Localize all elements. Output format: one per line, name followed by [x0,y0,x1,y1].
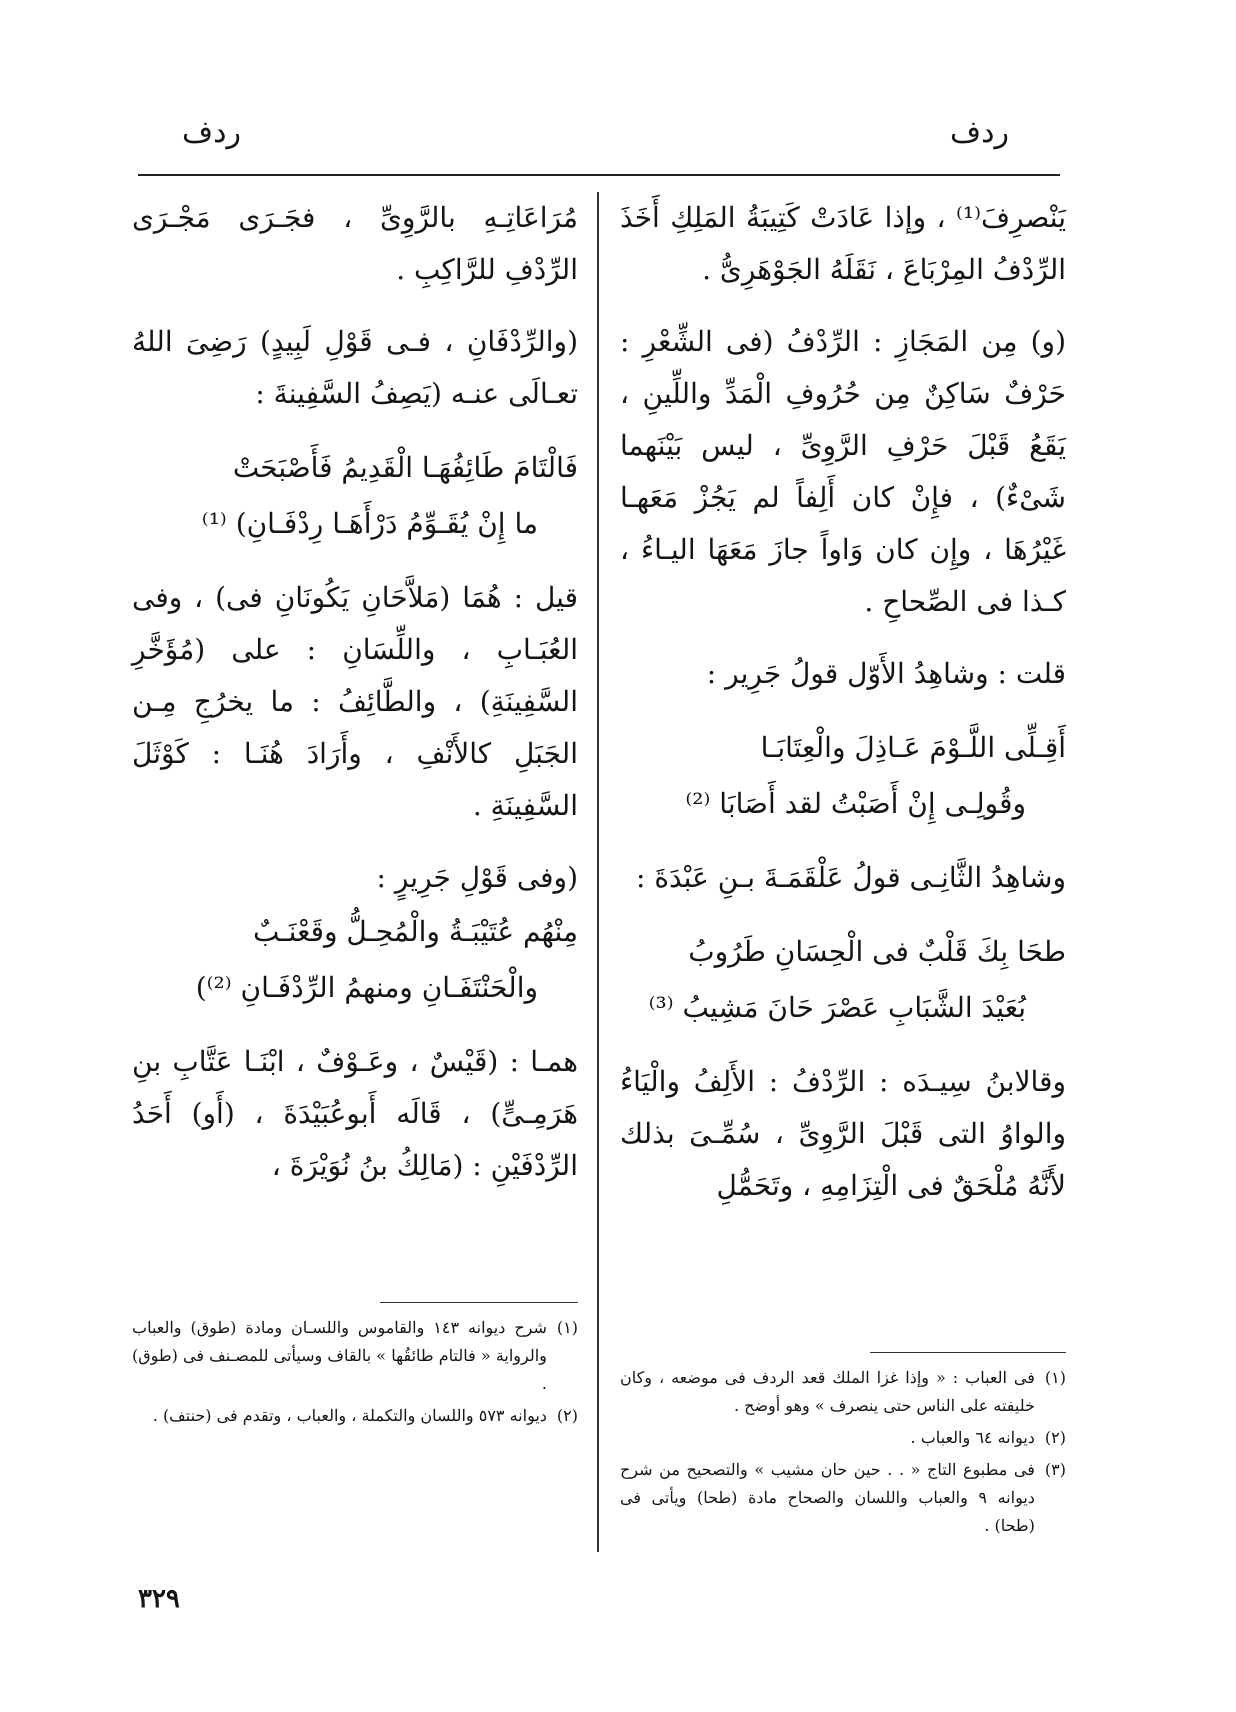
right-column [620,192,1066,1232]
left-paragraph-4: (وفى قَوْلِ جَرِيرٍ : [376,861,578,894]
left-paragraph-5: همـا : (قَيْسٌ ، وعَـوْفٌ ، ابْنَـا عَتَّابِ بنِ هَرَمِـىٍّ) ، قَالَه أَبوعُبَيْدَةَ ، (أَو) أَحَدُ الرِّدْفَيْنِ : (مَالِكُ بنُ نُوَيْرَةَ ، [132,1045,578,1182]
left-paragraph-1: مُرَاعَاتِـهِ بالرَّوِىِّ ، فجَـرَى مَجْـرَى الرِّدْفِ للرَّاكِبِ . [132,201,578,286]
footnote-number: (١) [556,1318,578,1337]
footnote-number: (١) [1044,1368,1066,1387]
left-verse-1 [132,440,578,552]
right-verse-1-second-hemistich: وقُولِـى إِنْ أَصَبْتُ لقد أَصَابَا ⁽²⁾ [685,787,1026,820]
footnote-text: ديوانه ٥٧٣ واللسان والتكملة ، والعباب ، وتقدم فى (حنتف) . [152,1406,547,1425]
left-verse-2-first-hemistich: مِنْهُم عُتَيْبَـةُ والْمُحِـلُّ وقَعْنَـبٌ [252,915,578,948]
right-paragraph-4: وشاهِدُ الثَّانِـى قولُ عَلْقَمَـةَ بـنِ عَبْدَةَ : [635,861,1066,894]
footnote-number: (٢) [556,1406,578,1425]
left-verse-1-second-hemistich: ما إِنْ يُقَـوِّمُ دَرْأَهَـا رِدْفَـانِ) ⁽¹⁾ [201,507,538,540]
page-number: ٣٢٩ [138,1584,180,1614]
header-word-left: ردف [182,115,241,150]
footnote-rule-right [870,1352,1066,1353]
footnotes-right [620,1364,1066,1544]
footnotes-left [132,1314,578,1434]
right-verse-2 [620,924,1066,1036]
footnote-text: شرح ديوانه ١٤٣ والقاموس واللسـان ومادة (طوق) والعباب والرواية « فالتام طائقُها » بالقاف وسيأتى للمصـنف فى (طوق) . [132,1318,547,1393]
right-paragraph-2: (و) مِن المَجَازِ : الرِّدْفُ (فى الشِّعْرِ : حَرْفٌ سَاكِنٌ مِن حُرُوفِ الْمَدِّ واللِّينِ ، يَقَعُ قَبْلَ حَرْفِ الرَّوِىِّ ، ليس بَيْنَهما شَىْءٌ) ، فإِنْ كان أَلِفاً لم يَجُزْ مَعَهـا غَيْرُهَا ، وإِن كان وَاواً جازَ مَعَهَا اليـاءُ ، كـذا فى الصِّحاحِ . [620,325,1067,618]
header-word-right: ردف [950,115,1009,150]
footnote-left-2 [132,1402,578,1430]
right-paragraph-3: قلت : وشاهِدُ الأَوّل قولُ جَرِير : [706,657,1066,690]
right-paragraph-1: يَنْصرِفَ⁽¹⁾ ، وإذا عَادَتْ كَتِيبَةُ المَلِكِ أَخَذَ الرِّدْفُ المِرْبَاعَ ، نَقَلَهُ الجَوْهَرِىُّ . [620,201,1066,286]
footnote-text: فى العباب : « وإذا غزا الملك قعد الردف فى موضعه ، وكان خليفته على الناس حتى ينصرف » وهو أوضح . [620,1368,1035,1415]
footnote-text: ديوانه ٦٤ والعباب . [910,1428,1035,1447]
left-paragraph-2: (والرِّدْفَانِ ، فـى قَوْلِ لَبِيدٍ) رَضِىَ اللهُ تعـالَى عنـه (يَصِفُ السَّفِينةَ : [132,325,578,410]
left-verse-2 [132,904,578,1016]
left-column [132,192,578,1212]
left-verse-2-second-hemistich: والْحَنْتَفَـانِ ومنهمُ الرِّدْفَـانِ ⁽²⁾) [195,971,538,1004]
footnote-right-1 [620,1364,1066,1420]
column-divider [597,192,599,1552]
footnote-rule-left [380,1302,578,1303]
right-verse-2-second-hemistich: بُعَيْدَ الشَّبَابِ عَصْرَ حَانَ مَشِيبُ ⁽³⁾ [648,991,1026,1024]
right-verse-1-first-hemistich: أَقِـلِّى اللَّـوْمَ عَـاذِلَ والْعِتَابَـا [760,731,1066,764]
left-verse-1-first-hemistich: فَالْتَامَ طَائِفُهَـا الْقَدِيمُ فَأَصْبَحَتْ [232,451,578,484]
right-verse-2-first-hemistich: طحَا بِكَ قَلْبٌ فى الْحِسَانِ طَرُوبُ [688,935,1066,968]
header-rule [138,174,1060,176]
right-verse-1 [620,720,1066,832]
footnote-right-3 [620,1456,1066,1540]
footnote-text: فى مطبوع التاج « . . حين حان مشيب » والتصحيح من شرح ديوانه ٩ والعباب واللسان والصحاح مادة (طحا) ويأتى فى (طحا) . [620,1460,1035,1535]
footnote-left-1 [132,1314,578,1398]
footnote-number: (٢) [1044,1428,1066,1447]
right-paragraph-5: وقالابنُ سِيـدَه : الرِّدْفُ : الأَلِفُ والْيَاءُ والواوُ التى قَبْلَ الرَّوِىِّ ، سُمِّـىَ بذلك لأَنَّهُ مُلْحَقٌ فى الْتِزَامِهِ ، وتَحَمُّلِ [620,1065,1066,1202]
footnote-right-2 [620,1424,1066,1452]
left-paragraph-3: قيل : هُمَا (مَلاَّحَانِ يَكُونَانِ فى) ، وفى العُبَـابِ ، واللِّسَانِ : على (مُؤَخَّرِ السَّفِينَةِ) ، والطَّائِفُ : ما يخرُجِ مِـن الجَبَلِ كالأَنْفِ ، وأَرَادَ هُنَـا : كَوْثَلَ السَّفِينَةِ . [132,581,578,822]
footnote-number: (٣) [1044,1460,1066,1479]
